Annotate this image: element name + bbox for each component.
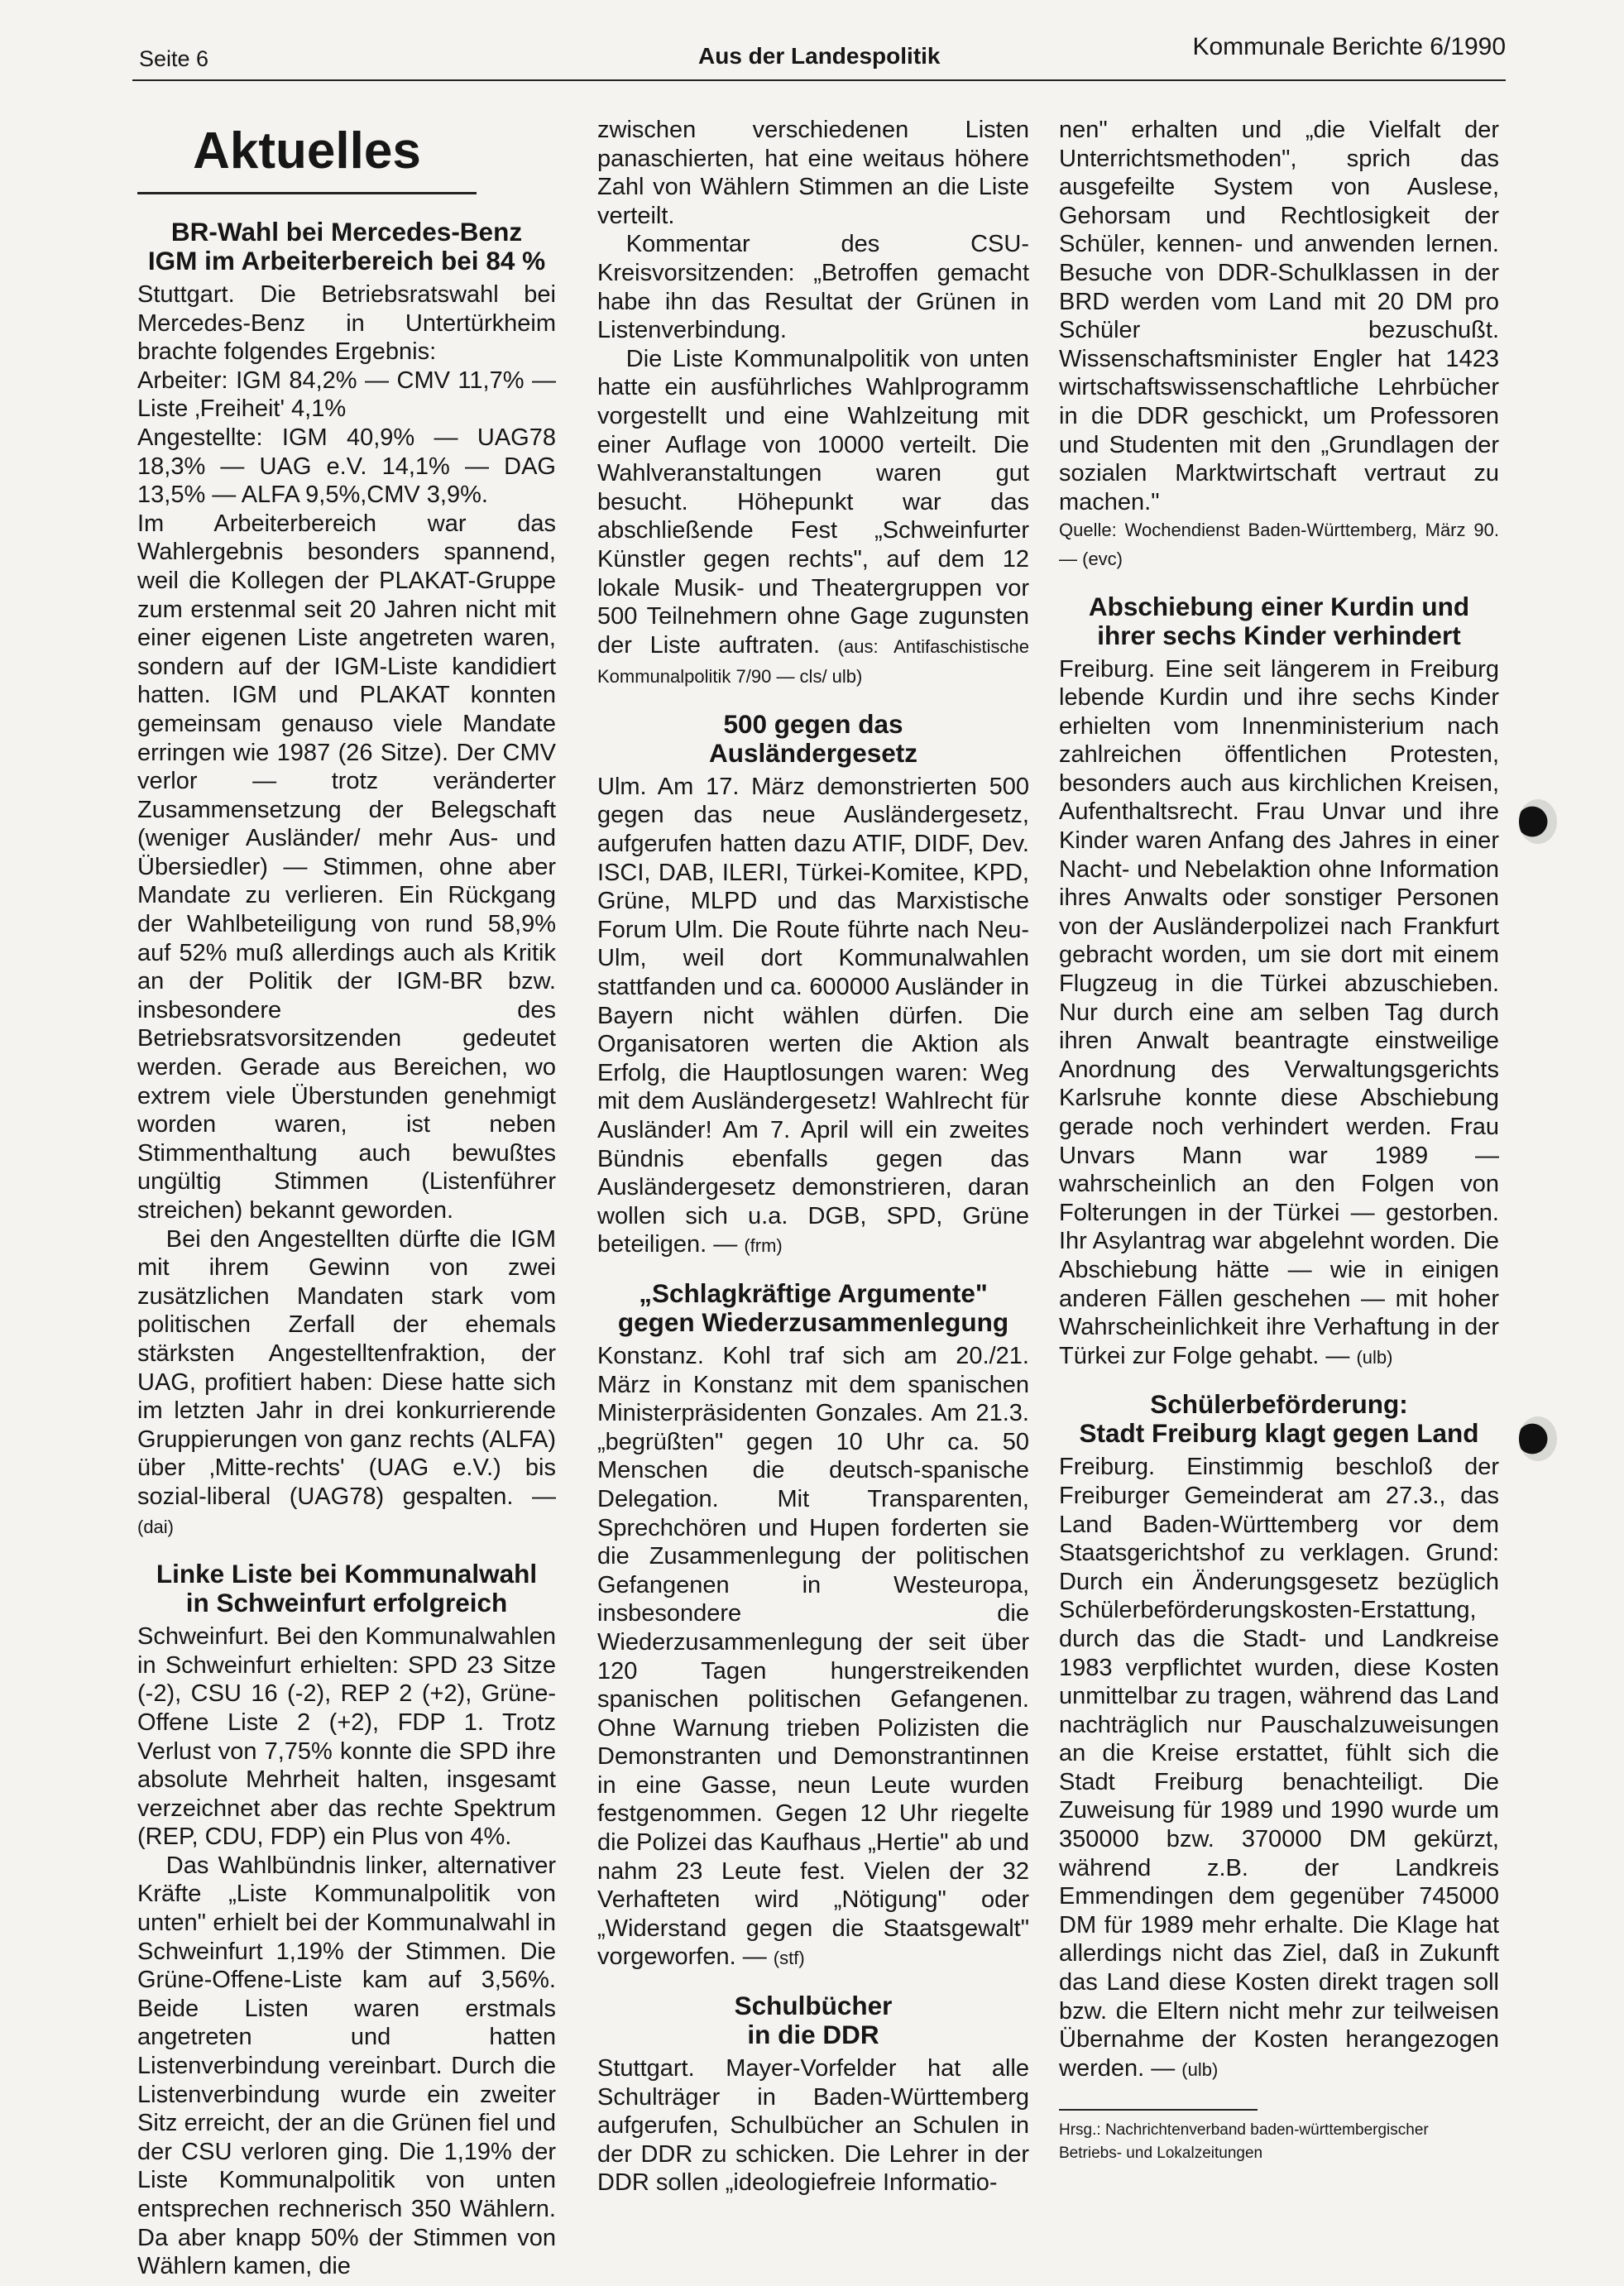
article-title-br-wahl bbox=[137, 218, 556, 276]
paragraph bbox=[137, 1225, 556, 1542]
article-title-abschiebung bbox=[1059, 592, 1499, 650]
author-signature: (stf) bbox=[773, 1948, 805, 1969]
article-title-argumente bbox=[597, 1279, 1029, 1337]
paragraph: zwischen verschiedenen Listen panaschierten, hat eine weitaus höhere Zahl von Wählern Stimmen an die Liste verteilt. bbox=[597, 117, 1029, 229]
title-line: gegen Wiederzusammenlegung bbox=[617, 1306, 1009, 1337]
author-signature: (frm) bbox=[744, 1235, 783, 1257]
paragraph bbox=[597, 773, 1029, 1261]
title-line: ihrer sechs Kinder verhindert bbox=[1097, 620, 1461, 650]
article-title-schuelerbefoerderung bbox=[1059, 1390, 1499, 1448]
article-title-schulbuecher bbox=[597, 1991, 1029, 2049]
imprint-line: Betriebs- und Lokalzeitungen bbox=[1059, 2145, 1263, 2163]
paragraph bbox=[1059, 655, 1499, 1373]
paragraph-text: Ulm. Am 17. März demonstrierten 500 gegen das neue Ausländergesetz, aufgerufen hatten dazu ATIF, DIDF, Dev. ISCI, DAB, ILERI, Türkei-Komitee, KPD, Grüne, MLPD und das Marxistische Forum Ulm. Die Route führte nach Neu-Ulm, weil dort Kommunalwahlen stattfanden und ca. 600000 Ausländer in Bayern nicht wählen dürfen. Die Organisatoren werten die Aktion als Erfolg, die Hauptlosungen waren: Weg mit dem Ausländergesetz! Wahlrecht für Ausländer! Am 7. April will ein zweites Bündnis ebenfalls gegen das Ausländergesetz demonstrieren, daran wollen sich u.a. DGB, SPD, Grüne beteiligen. — bbox=[597, 773, 1029, 1258]
paragraph-text: Konstanz. Kohl traf sich am 20./21. März in Konstanz mit dem spanischen Ministerpräsidenten Gonzales. Am 21.3. „begrüßten" gegen 10 Uhr ca. 50 Menschen die deutsch-spanische Delegation. Mit Transparenten, Sprechchören und Hupen forderten sie die Zusammenlegung der politischen Gefangenen in Westeuropa, insbesondere die Wiederzusammenlegung der seit über 120 Tagen hungerstreikenden spanischen politischen Gefangenen. Ohne Warnung trieben Polizisten die Demonstranten und Demonstrantinnen in eine Gasse, neun Leute wurden festgenommen. Gegen 12 Uhr riegelte die Polizei das Kaufhaus „Hertie" ab und nahm 23 Leute fest. Vielen der 32 Verhafteten wird „Nötigung" oder „Widerstand gegen die Staatsgewalt" vorgeworfen. — bbox=[597, 1342, 1029, 1971]
source-note: Quelle: Wochendienst Baden-Württemberg, März 90. — (evc) bbox=[1059, 520, 1499, 569]
paragraph: Schweinfurt. Bei den Kommunalwahlen in Schweinfurt erhielten: SPD 23 Sitze (-2), CSU 16 (-2), REP 2 (+2), Grüne-Offene Liste 2 (+2), FDP 1. Trotz Verlust von 7,75% konnte die SPD ihre absolute Mehrheit halten, insgesamt verzeichnet aber das rechte Spektrum (REP, CDU, FDP) ein Plus von 4%. bbox=[137, 1623, 556, 1851]
page-header bbox=[132, 33, 1506, 83]
title-line: IGM im Arbeiterbereich bei 84 % bbox=[147, 246, 546, 276]
paragraph: Stuttgart. Die Betriebsratswahl bei Mercedes-Benz in Untertürkheim brachte folgendes Ergebnis: bbox=[137, 281, 556, 366]
imprint-rule bbox=[1059, 2109, 1258, 2111]
paragraph: Im Arbeiterbereich war das Wahlergebnis besonders spannend, weil die Kollegen der PLAKAT-Gruppe zum erstenmal seit 20 Jahren nicht mit einer eigenen Liste angetreten waren, sondern auf der IGM-Liste kandidiert hatten. IGM und PLAKAT konnten gemeinsam genauso viele Mandate erringen wie 1987 (26 Sitze). Der CMV verlor — trotz veränderter Zusammensetzung der Belegschaft (weniger Ausländer/ mehr Aus- und Übersiedler) — Stimmen, ohne aber Mandate zu verlieren. Ein Rückgang der Wahlbeteiligung von rund 58,9% auf 52% muß allerdings auch als Kritik an der Politik der IGM-BR bzw. insbesondere des Betriebsratsvorsitzenden gedeutet werden. Gerade aus Bereichen, wo extrem viele Überstunden genehmigt worden waren, ist neben Stimmenthaltung auch bewußtes ungültig Stimmen (Listenführer streichen) bekannt geworden. bbox=[137, 510, 556, 1224]
title-line: in Schweinfurt erfolgreich bbox=[185, 1588, 508, 1618]
author-signature: (dai) bbox=[137, 1516, 175, 1537]
paragraph-text: Freiburg. Eine seit längerem in Freiburg lebende Kurdin und ihre sechs Kinder erhielten vom Innenministerium nach zahlreichen öffentlichen Protesten, besonders auch aus kirchlichen Kreisen, Aufenthaltsrecht. Frau Unvar und ihre Kinder waren Anfang des Jahres in einer Nacht- und Nebelaktion ohne Information ihres Anwalts oder sonstiger Personen von der Ausländerpolizei nach Frankfurt gebracht worden, um sie dort mit einem Flugzeug in die Türkei abzuschieben. Nur durch eine am selben Tag durch ihren Anwalt beantragte einstweilige Anordnung des Verwaltungsgerichts Karlsruhe konnte diese Abschiebung gerade noch verhindert werden. Frau Unvars Mann war 1989 — wahrscheinlich an den Folgen von Folterungen in der Türkei — gestorben. Ihr Asylantrag war abgelehnt worden. Die Abschiebung hätte — wie in einigen anderen Fällen geschehen — mit hoher Wahrscheinlichkeit ihre Verhaftung in der Türkei zur Folge gehabt. — bbox=[1059, 655, 1499, 1369]
page-number: Seite 6 bbox=[139, 46, 209, 71]
title-line: Stadt Freiburg klagt gegen Land bbox=[1079, 1418, 1479, 1449]
column-3 bbox=[1059, 116, 1499, 2165]
article-title-auslaendergesetz bbox=[597, 710, 1029, 768]
title-line: Ausländergesetz bbox=[708, 737, 918, 768]
title-line: Abschiebung einer Kurdin und bbox=[1088, 591, 1470, 621]
paragraph: Kommentar des CSU-Kreisvorsitzenden: „Betroffen gemacht habe ihn das Resultat der Grünen in Listenverbindung. bbox=[597, 231, 1029, 344]
punch-hole-mark bbox=[1519, 1416, 1557, 1461]
article-title-schweinfurt bbox=[137, 1560, 556, 1617]
punch-hole-mark bbox=[1519, 799, 1557, 844]
section-title: Aus der Landespolitik bbox=[698, 43, 941, 69]
title-line: 500 gegen das bbox=[723, 708, 903, 739]
paragraph-text: Die Liste Kommunalpolitik von unten hatte ein ausführliches Wahlprogramm vorgestellt und eine Wahlzeitung mit einer Auflage von 10000 verteilt. Die Wahlveranstaltungen waren gut besucht. Höhepunkt war das abschließende Fest „Schweinfurter Künstler gegen rechts", auf dem 12 lokale Musik- und Theatergruppen vor 500 Teilnehmern ohne Gage zugunsten der Liste auftraten. bbox=[597, 345, 1029, 659]
title-line: „Schlagkräftige Argumente" bbox=[639, 1277, 988, 1308]
paragraph: Arbeiter: IGM 84,2% — CMV 11,7% — Liste ‚Freiheit' 4,1% bbox=[137, 367, 556, 423]
paragraph: Angestellte: IGM 40,9% — UAG78 18,3% — UAG e.V. 14,1% — DAG 13,5% — ALFA 9,5%,CMV 3,9%. bbox=[137, 424, 556, 509]
author-signature: (ulb) bbox=[1356, 1346, 1393, 1368]
title-line: in die DDR bbox=[747, 2020, 879, 2050]
imprint-line: Hrsg.: Nachrichtenverband baden-württembergischer bbox=[1059, 2121, 1429, 2140]
title-line: BR-Wahl bei Mercedes-Benz bbox=[170, 217, 523, 247]
title-line: Schulbücher bbox=[734, 1991, 893, 2021]
source-note: (aus: Antifaschistische Kommunalpolitik 7/90 — cls/ ulb) bbox=[597, 635, 1029, 688]
publication-title: Kommunale Berichte 6/1990 bbox=[1192, 33, 1506, 60]
header-rule bbox=[132, 79, 1506, 81]
paragraph: nen" erhalten und „die Vielfalt der Unterrichtsmethoden", sprich das ausgefeilte System von Auslese, Gehorsam und Rechtlosigkeit der Schüler, kennen- und anwenden lernen. Besuche von DDR-Schulklassen in der BRD werden vom Land mit 20 DM pro Schüler bezuschußt. Wissenschaftsminister Engler hat 1423 wirtschaftswissenschaftliche Lehrbücher in die DDR geschickt, um Professoren und Studenten mit den „Grundlagen der sozialen Marktwirtschaft vertraut zu machen." bbox=[1059, 117, 1499, 515]
paragraph bbox=[597, 1342, 1029, 1973]
paragraph bbox=[1059, 1453, 1499, 2084]
paragraph: Das Wahlbündnis linker, alternativer Kräfte „Liste Kommunalpolitik von unten" erhielt bei der Kommunalwahl in Schweinfurt 1,19% der Stimmen. Die Grüne-Offene-Liste kam auf 3,56%. Beide Listen waren erstmals angetreten und hatten Listenverbindung vereinbart. Durch die Listenverbindung wurde ein zweiter Sitz erreicht, der an die Grünen fiel und der CSU verloren ging. Die 1,19% der Liste Kommunalpolitik von unten entsprechen rechnerisch 350 Wählern. Da aber knapp 50% der Stimmen von Wählern kamen, die bbox=[137, 1852, 556, 2280]
paragraph-text: Bei den Angestellten dürfte die IGM mit ihrem Gewinn von zwei zusätzlichen Mandaten stark vom politischen Zerfall der ehemals stärksten Angestelltenfraktion, der UAG, profitiert haben: Diese hatte sich im letzten Jahr in drei konkurrierende Gruppierungen von ganz rechts (ALFA) über ‚Mitte-rechts' (UAG e.V.) bis sozial-liberal (UAG78) gespalten. — bbox=[137, 1225, 556, 1510]
kicker-title: Aktuelles bbox=[137, 116, 477, 194]
title-line: Linke Liste bei Kommunalwahl bbox=[156, 1559, 538, 1589]
column-2 bbox=[597, 116, 1029, 2197]
title-line: Schülerbeförderung: bbox=[1150, 1389, 1408, 1420]
paragraph-text: Freiburg. Einstimmig beschloß der Freiburger Gemeinderat am 27.3., das Land Baden-Württemberg vor dem Staatsgerichtshof zu verklagen. Grund: Durch ein Änderungsgesetz bezüglich Schülerbeförderungskosten-Erstattung, durch das die Stadt- und Landkreise 1983 verpflichtet wurden, diese Kosten unmittelbar zu tragen, während das Land nachträglich nur Pauschalzuweisungen an die Kreise erstattet, fühlt sich die Stadt Freiburg benachteiligt. Die Zuweisung für 1989 und 1990 wurde um 350000 bzw. 370000 DM gekürzt, während z.B. der Landkreis Emmendingen dem gegenüber 745000 DM für 1989 mehr erhalte. Die Klage hat allerdings nicht das Ziel, daß in Zukunft das Land diese Kosten direkt tragen soll bzw. die Eltern nicht mehr zur teilweisen Übernahme der Kosten herangezogen werden. — bbox=[1059, 1454, 1499, 2082]
paragraph: Stuttgart. Mayer-Vorfelder hat alle Schulträger in Baden-Württemberg aufgerufen, Schulbücher an Schulen in der DDR zu schicken. Die Lehrer in der DDR sollen „ideologiefreie Informatio- bbox=[597, 2055, 1029, 2197]
author-signature: (ulb) bbox=[1181, 2058, 1219, 2080]
imprint bbox=[1059, 2119, 1499, 2165]
paragraph bbox=[597, 345, 1029, 692]
column-1 bbox=[137, 116, 556, 2281]
